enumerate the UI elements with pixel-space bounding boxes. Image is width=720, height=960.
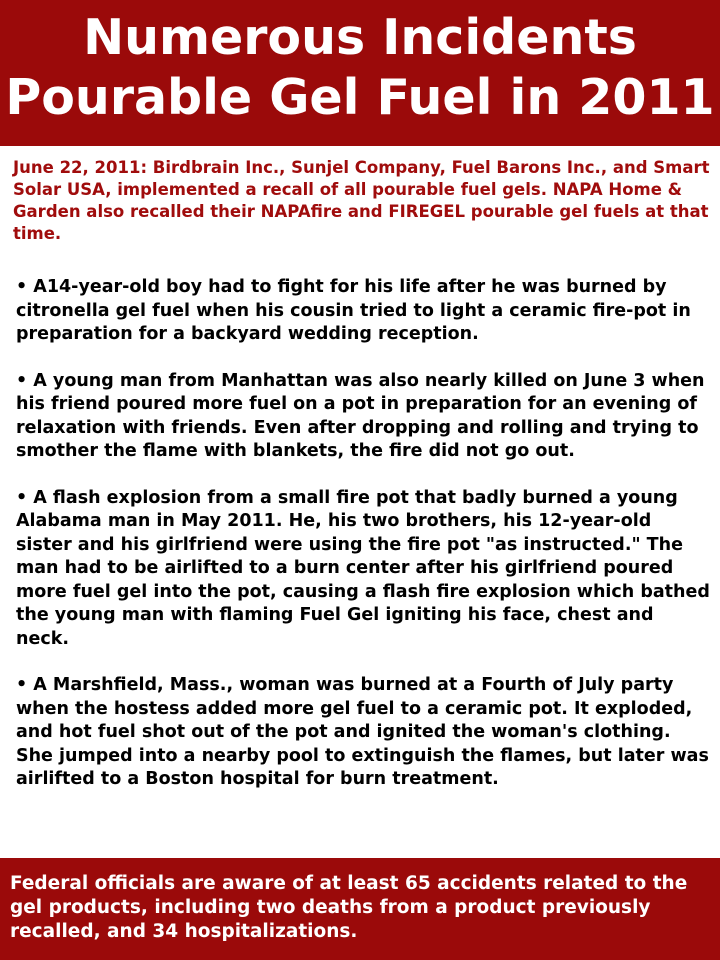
page-title-line-2: Pourable Gel Fuel in 2011	[5, 69, 715, 126]
page-title-line-1: Numerous Incidents	[83, 9, 637, 66]
incident-list	[16, 276, 710, 815]
incident-item-3: • A flash explosion from a small fire pot that badly burned a young Alabama man in May 2011. He, his two brothers, his 12-year-old sister and his girlfriend were using the fire pot "as instructed." The man had to be airlifted to a burn center after his girlfriend poured more fuel gel into the pot, causing a flash fire explosion which bathed the young man with flaming Fuel Gel igniting his face, chest and neck.	[16, 487, 710, 649]
incident-item-4: • A Marshfield, Mass., woman was burned at a Fourth of July party when the hostess added more gel fuel to a ceramic pot. It exploded, and hot fuel shot out of the pot and ignited the woman's clothing. She jumped into a nearby pool to extinguish the flames, but later was airlifted to a Boston hospital for burn treatment.	[16, 675, 709, 789]
title-banner	[0, 0, 720, 146]
recall-intro-paragraph: June 22, 2011: Birdbrain Inc., Sunjel Company, Fuel Barons Inc., and Smart Solar USA, implemented a recall of all pourable fuel gels. NAPA Home & Garden also recalled their NAPAfire and FIREGEL pourable gel fuels at that time.	[13, 158, 710, 243]
footer-banner: Federal officials are aware of at least 65 accidents related to the gel products, including two deaths from a product previously recalled, and 34 hospitalizations.	[0, 858, 720, 960]
incident-item-2: • A young man from Manhattan was also nearly killed on June 3 when his friend poured more fuel on a pot in preparation for an evening of relaxation with friends. Even after dropping and rolling and trying to smother the flame with blankets, the fire did not go out.	[16, 370, 705, 461]
incident-item-1: • A14-year-old boy had to fight for his life after he was burned by citronella gel fuel when his cousin tried to light a ceramic fire-pot in preparation for a backyard wedding reception.	[16, 277, 691, 344]
